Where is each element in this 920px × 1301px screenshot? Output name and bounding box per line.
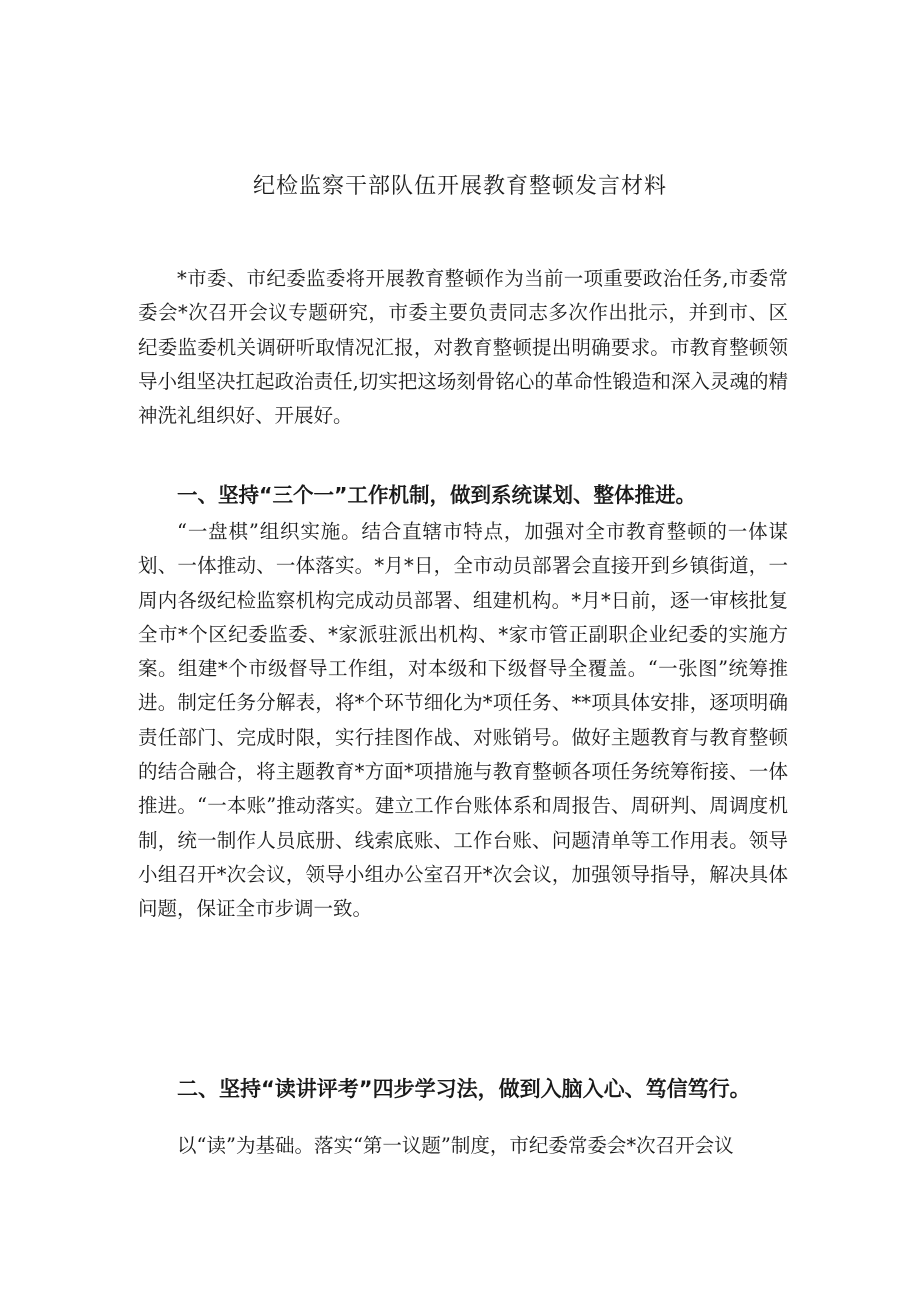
document-title: 纪检监察干部队伍开展教育整顿发言材料 <box>252 174 667 199</box>
intro-paragraph: *市委、市纪委监委将开展教育整顿作为当前一项重要政治任务,市委常委会*次召开会议专题研究，市委主要负责同志多次作出批示，并到市、区纪委监委机关调研听取情况汇报，对教育整顿提出明确要求。市教育整顿领导小组坚决扛起政治责任,切实把这场刻骨铭心的革命性锻造和深入灵魂的精神洗礼组织好、开展好。 <box>138 267 788 428</box>
section-heading-1: 一、坚持“三个一”工作机制，做到系统谋划、整体推进。 <box>177 483 696 507</box>
section-2-paragraph: 以“读”为基础。落实“第一议题”制度，市纪委常委会*次召开会议 <box>177 1134 734 1157</box>
section-heading-2: 二、坚持“读讲评考”四步学习法，做到入脑入心、笃信笃行。 <box>177 1077 751 1101</box>
section-1-paragraph: “一盘棋”组织实施。结合直辖市特点，加强对全市教育整顿的一体谋划、一体推动、一体落实。*月*日，全市动员部署会直接开到乡镇街道，一周内各级纪检监察机构完成动员部署、组建机构。*月*日前，逐一审核批复全市*个区纪委监委、*家派驻派出机构、*家市管正副职企业纪委的实施方案。组建*个市级督导工作组，对本级和下级督导全覆盖。“一张图”统筹推进。制定任务分解表，将*个环节细化为*项任务、**项具体安排，逐项明确责任部门、完成时限，实行挂图作战、对账销号。做好主题教育与教育整顿的结合融合，将主题教育*方面*项措施与教育整顿各项任务统筹衔接、一体推进。“一本账”推动落实。建立工作台账体系和周报告、周研判、周调度机制，统一制作人员底册、线索底账、工作台账、问题清单等工作用表。领导小组召开*次会议，领导小组办公室召开*次会议，加强领导指导，解决具体问题，保证全市步调一致。 <box>138 520 788 921</box>
